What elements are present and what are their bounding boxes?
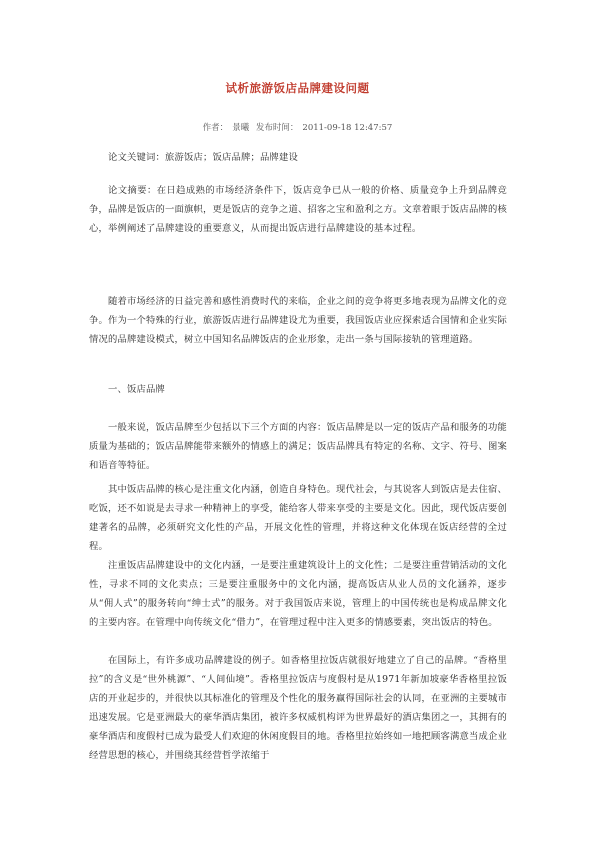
article-title: 试析旅游饭店品牌建设问题 (225, 81, 370, 95)
article-meta (0, 121, 595, 133)
author-name: 景曦 (232, 123, 250, 133)
body-paragraph: 注重饭店品牌建设中的文化内涵，一是要注重建筑设计上的文化性；二是要注重营销活动的文化性，寻求不同的文化卖点；三是要注重服务中的文化内涵，提高饭店从业人员的文化涵养，逐步从“佣人式”的服务转向“绅士式”的服务。对于我国饭店来说，管理上的中国传统也是构成品牌文化的主要内容。在管理中向传统文化“借力”，在管理过程中注入更多的情感要素，突出饭店的特色。 (89, 560, 507, 628)
section-heading: 一、饭店品牌 (108, 384, 165, 395)
abstract-paragraph: 论文摘要：在日趋成熟的市场经济条件下，饭店竞争已从一般的价格、质量竞争上升到品牌竞争，品牌是饭店的一面旗帜，更是饭店的竞争之道、招客之宝和盈利之方。文章着眼于饭店品牌的核心，举例阐述了品牌建设的重要意义，从而提出饭店进行品牌建设的基本过程。 (89, 185, 507, 234)
body-paragraph: 一般来说，饭店品牌至少包括以下三个方面的内容：饭店品牌是以一定的饭店产品和服务的功能质量为基础的；饭店品牌能带来额外的情感上的满足；饭店品牌具有特定的名称、文字、符号、图案和语音等特征。 (89, 422, 507, 471)
keywords-paragraph: 论文关键词：旅游饭店；饭店品牌；品牌建设 (108, 152, 298, 163)
intro-paragraph: 随着市场经济的日益完善和感性消费时代的来临，企业之间的竞争将更多地表现为品牌文化的竞争。作为一个特殊的行业，旅游饭店进行品牌建设尤为重要，我国饭店业应探索适合国情和企业实际情况的品牌建设模式，树立中国知名品牌饭店的企业形象，走出一条与国际接轨的管理道路。 (89, 296, 507, 345)
body-paragraph: 在国际上，有许多成功品牌建设的例子。如香格里拉饭店就很好地建立了自己的品牌。“香格里拉”的含义是“世外桃源”、“人间仙境”。香格里拉饭店与度假村是从1971年新加坡豪华香格里拉饭店的开业起步的，并很快以其标准化的管理及个性化的服务赢得国际社会的认同，在亚洲的主要城市迅速发展。它是亚洲最大的豪华酒店集团，被许多权威机构评为世界最好的酒店集团之一，其拥有的豪华酒店和度假村已成为最受人们欢迎的休闲度假目的地。香格里拉始终如一地把顾客满意当成企业经营思想的核心，并围绕其经营哲学浓缩于 (89, 655, 507, 761)
publish-date: 2011-09-18 12:47:57 (302, 123, 393, 133)
author-label: 作者： (202, 123, 229, 133)
body-paragraph: 其中饭店品牌的核心是注重文化内涵，创造自身特色。现代社会，与其说客人到饭店是去住宿、吃饭，还不如说是去寻求一种精神上的享受，能给客人带来享受的主要是文化。因此，现代饭店要创建著名的品牌，必须研究文化性的产品，开展文化性的管理，并将这种文化体现在饭店经营的全过程。 (89, 484, 507, 552)
date-label: 发布时间： (255, 123, 299, 133)
